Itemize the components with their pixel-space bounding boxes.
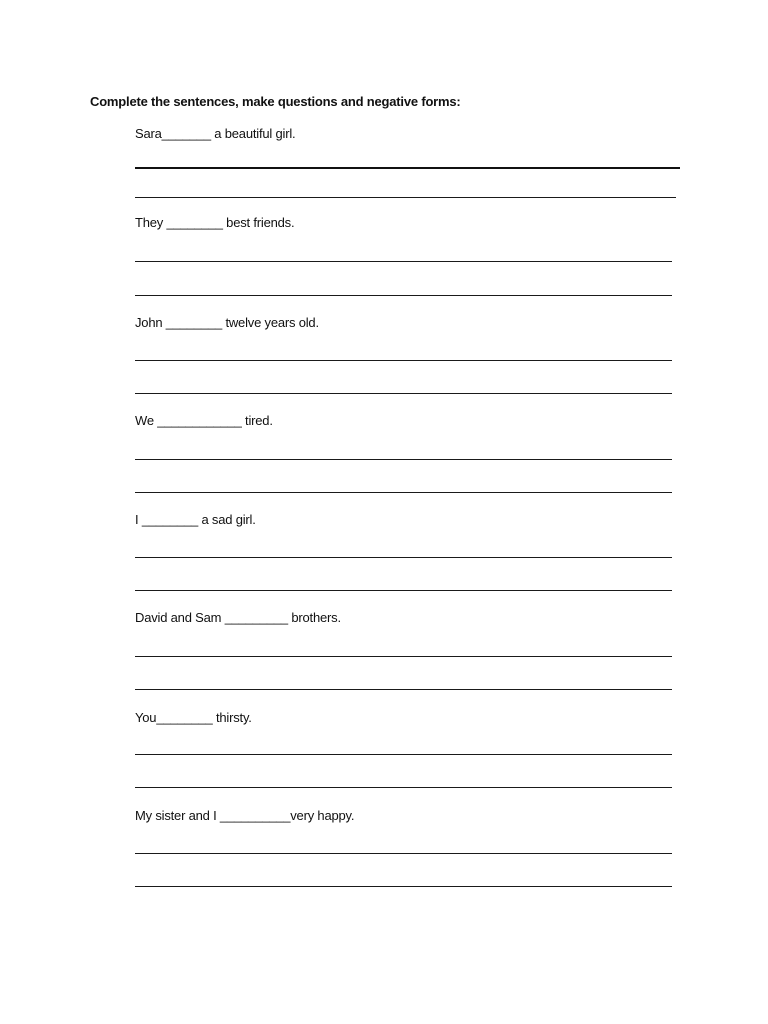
sentence-7: You________ thirsty. — [135, 710, 252, 725]
answer-line[interactable] — [135, 492, 672, 493]
sentence-8: My sister and I __________very happy. — [135, 808, 355, 823]
answer-line[interactable] — [135, 557, 672, 558]
answer-line[interactable] — [135, 886, 672, 887]
answer-line[interactable] — [135, 360, 672, 361]
answer-line[interactable] — [135, 787, 672, 788]
sentence-2: They ________ best friends. — [135, 215, 295, 230]
sentence-3: John ________ twelve years old. — [135, 315, 319, 330]
answer-line[interactable] — [135, 754, 672, 755]
answer-line[interactable] — [135, 656, 672, 657]
answer-line[interactable] — [135, 261, 672, 262]
sentence-4: We ____________ tired. — [135, 413, 273, 428]
answer-line[interactable] — [135, 167, 680, 169]
answer-line[interactable] — [135, 853, 672, 854]
answer-line[interactable] — [135, 197, 676, 198]
sentence-1: Sara_______ a beautiful girl. — [135, 126, 296, 141]
answer-line[interactable] — [135, 393, 672, 394]
answer-line[interactable] — [135, 689, 672, 690]
answer-line[interactable] — [135, 590, 672, 591]
answer-line[interactable] — [135, 295, 672, 296]
instruction-heading: Complete the sentences, make questions and negative forms: — [90, 94, 461, 109]
sentence-6: David and Sam _________ brothers. — [135, 610, 341, 625]
sentence-5: I ________ a sad girl. — [135, 512, 256, 527]
answer-line[interactable] — [135, 459, 672, 460]
